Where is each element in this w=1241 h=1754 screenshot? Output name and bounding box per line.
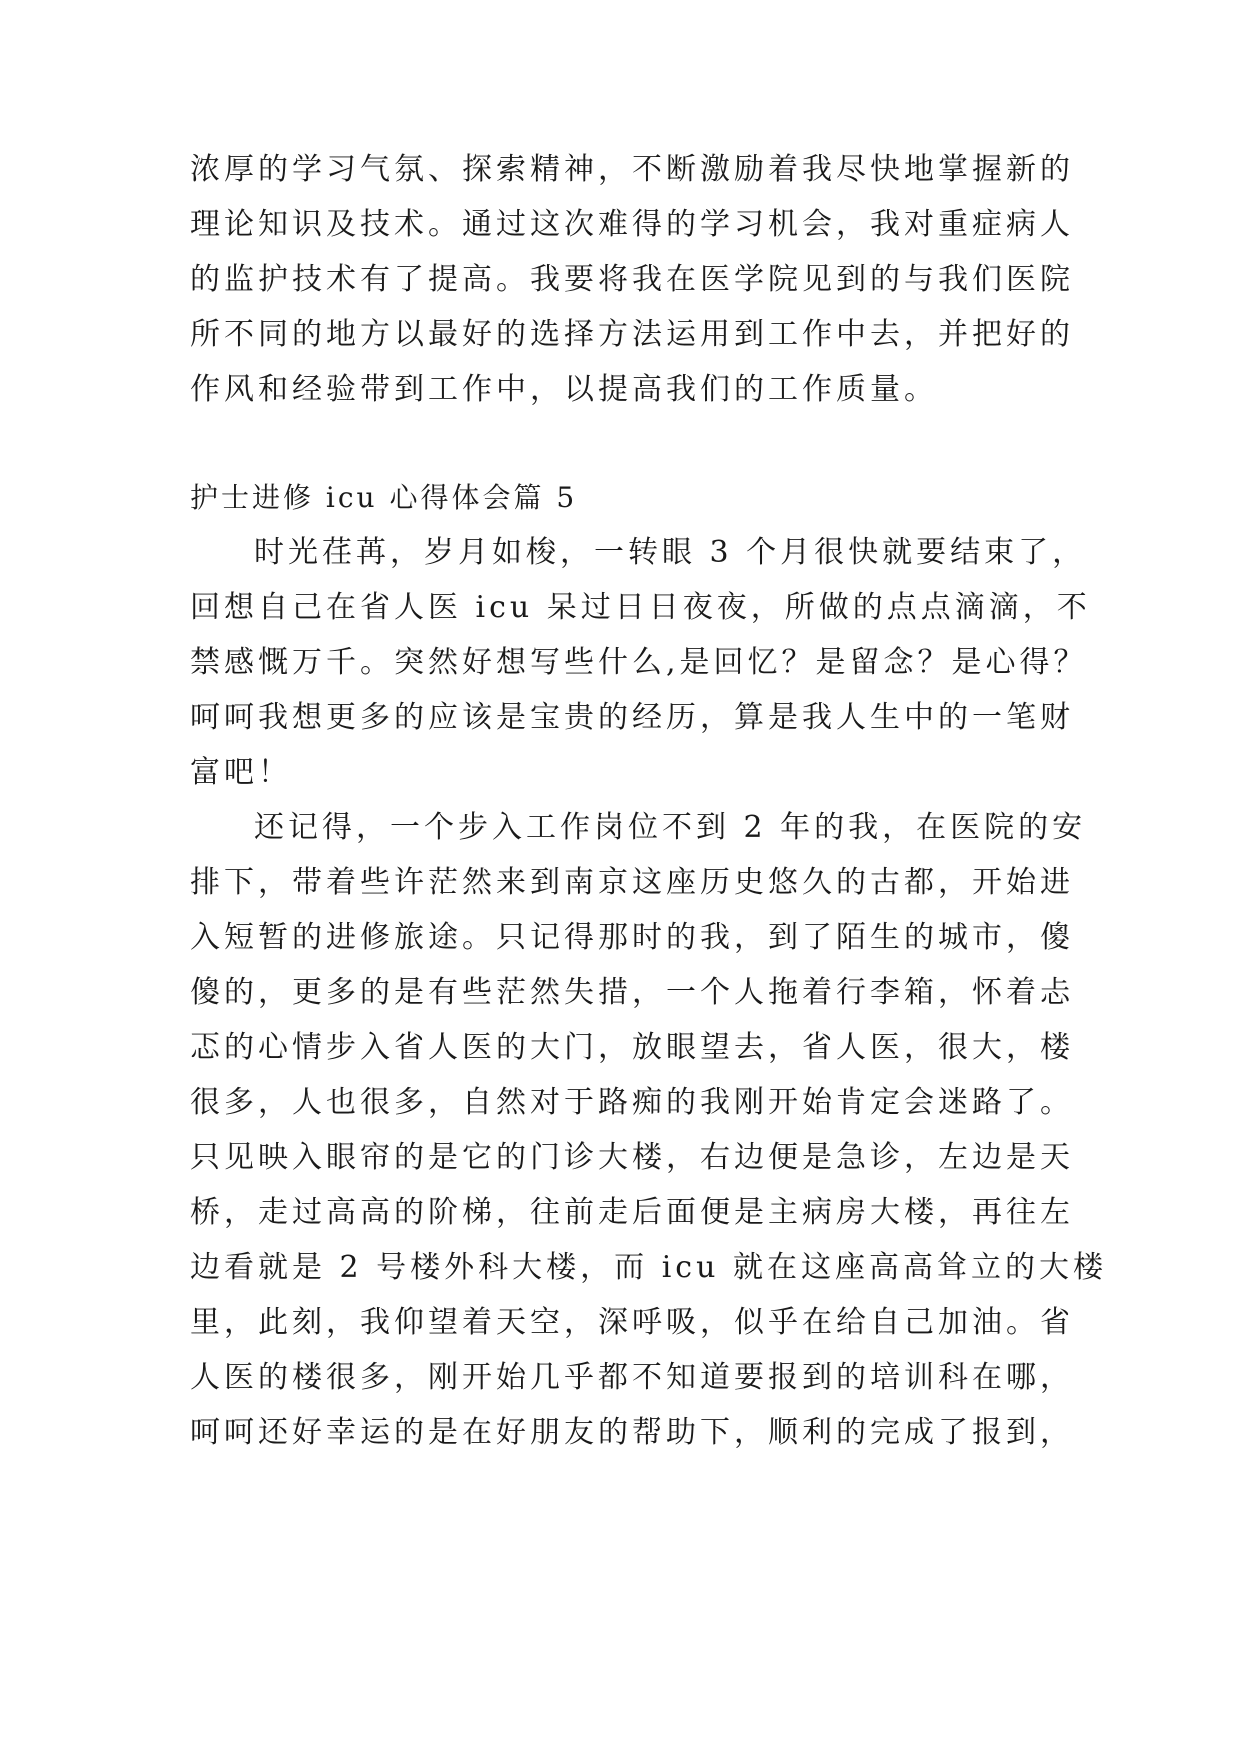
paragraph-3-line-4: 傻的，更多的是有些茫然失措，一个人拖着行李箱，怀着忐 [190,975,1074,1010]
paragraph-3-line-1: 还记得，一个步入工作岗位不到 2 年的我，在医院的安 [254,810,1087,845]
paragraph-3-line-12: 呵呵还好幸运的是在好朋友的帮助下，顺利的完成了报到， [190,1415,1074,1450]
paragraph-3-line-7: 只见映入眼帘的是它的门诊大楼，右边便是急诊，左边是天 [190,1140,1074,1175]
paragraph-3-line-9: 边看就是 2 号楼外科大楼，而 icu 就在这座高高耸立的大楼 [190,1250,1107,1285]
paragraph-2-line-3: 禁感慨万千。突然好想写些什么,是回忆？是留念？是心得？ [190,645,1088,680]
paragraph-2-line-1: 时光荏苒，岁月如梭，一转眼 3 个月很快就要结束了， [254,535,1087,570]
paragraph-3-line-6: 很多，人也很多，自然对于路痴的我刚开始肯定会迷路了。 [190,1085,1074,1120]
paragraph-2-line-5: 富吧！ [190,755,292,790]
paragraph-1-line-2: 理论知识及技术。通过这次难得的学习机会，我对重症病人 [190,207,1074,242]
paragraph-3-line-2: 排下，带着些许茫然来到南京这座历史悠久的古都，开始进 [190,865,1074,900]
paragraph-1-line-5: 作风和经验带到工作中，以提高我们的工作质量。 [190,372,938,407]
paragraph-3-line-3: 入短暂的进修旅途。只记得那时的我，到了陌生的城市，傻 [190,920,1074,955]
paragraph-1-line-1: 浓厚的学习气氛、探索精神，不断激励着我尽快地掌握新的 [190,152,1074,187]
paragraph-3-line-8: 桥，走过高高的阶梯，往前走后面便是主病房大楼，再往左 [190,1195,1074,1230]
paragraph-3-line-5: 忑的心情步入省人医的大门，放眼望去，省人医，很大，楼 [190,1030,1074,1065]
section-title: 护士进修 icu 心得体会篇 5 [190,481,578,514]
paragraph-2-line-2: 回想自己在省人医 icu 呆过日日夜夜，所做的点点滴滴，不 [190,590,1091,625]
paragraph-3-line-10: 里，此刻，我仰望着天空，深呼吸，似乎在给自己加油。省 [190,1305,1074,1340]
paragraph-3-line-11: 人医的楼很多，刚开始几乎都不知道要报到的培训科在哪， [190,1360,1074,1395]
paragraph-1-line-4: 所不同的地方以最好的选择方法运用到工作中去，并把好的 [190,317,1074,352]
paragraph-1-line-3: 的监护技术有了提高。我要将我在医学院见到的与我们医院 [190,262,1074,297]
paragraph-2-line-4: 呵呵我想更多的应该是宝贵的经历，算是我人生中的一笔财 [190,700,1074,735]
